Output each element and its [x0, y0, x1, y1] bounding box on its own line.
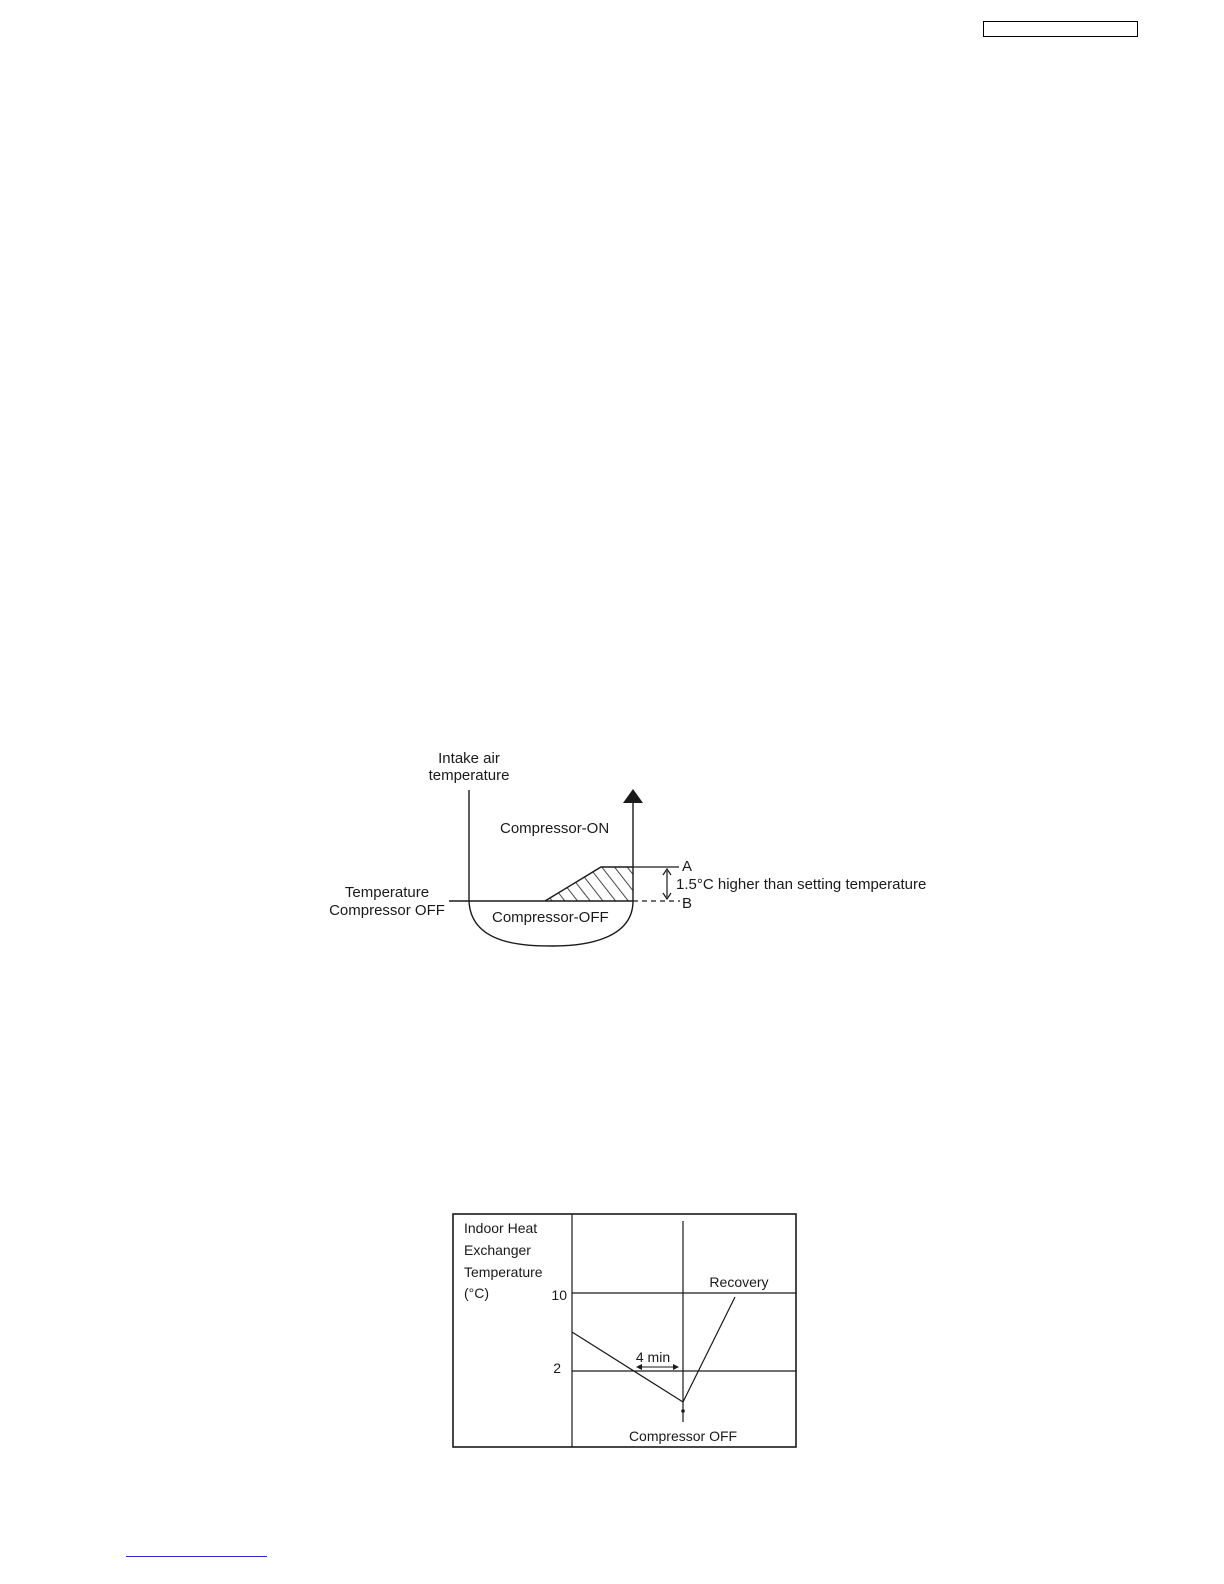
- temperature-label-line2: Compressor OFF: [329, 902, 445, 919]
- temperature-label-line1: Temperature: [344, 884, 430, 901]
- intake-air-label-line1: Intake air: [438, 750, 500, 767]
- recovery-label: Recovery: [709, 1274, 769, 1290]
- y-label-line4: (°C): [464, 1285, 490, 1301]
- y-label-line2: Exchanger: [464, 1242, 531, 1258]
- interval-label: 4 min: [635, 1349, 671, 1365]
- y-label-line3: Temperature: [464, 1264, 543, 1280]
- marker-a-label: A: [682, 858, 693, 875]
- compressor-off-event-label: Compressor OFF: [628, 1428, 738, 1444]
- marker-b-label: B: [682, 895, 693, 912]
- y-label-line1: Indoor Heat: [464, 1220, 538, 1236]
- compressor-off-label: Compressor-OFF: [492, 909, 609, 926]
- compressor-off-point: [681, 1409, 685, 1413]
- footer-link-underline[interactable]: [126, 1556, 267, 1557]
- compressor-on-label: Compressor-ON: [500, 820, 610, 837]
- intake-air-label-line2: temperature: [428, 767, 510, 784]
- offset-label: 1.5°C higher than setting temperature: [676, 876, 927, 893]
- interval-arrow-right-icon: [673, 1364, 679, 1370]
- tick-label-10: 10: [551, 1287, 567, 1303]
- tick-label-2: 2: [553, 1360, 561, 1376]
